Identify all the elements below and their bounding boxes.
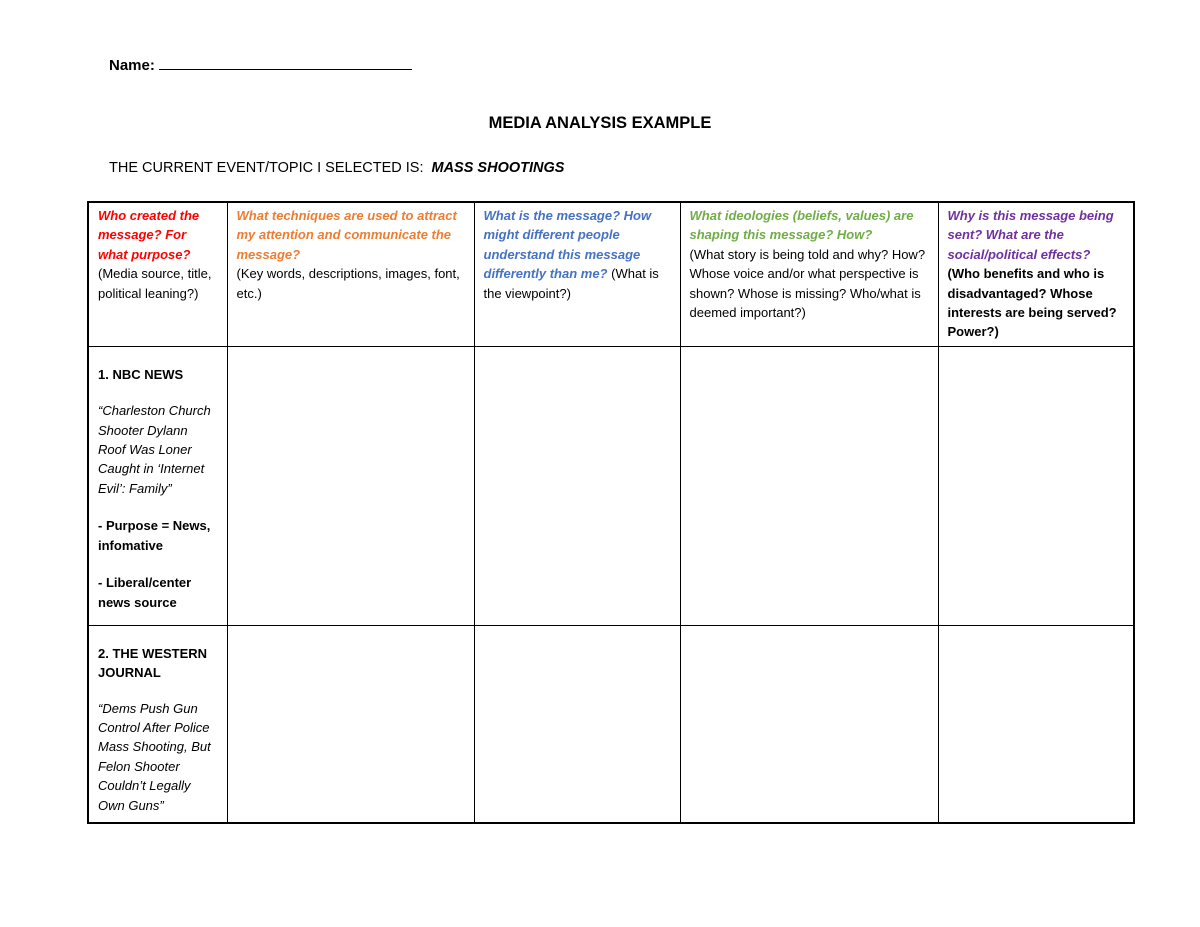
leaning-text: - Liberal/center news source xyxy=(98,575,192,610)
column-note: (Media source, title, political leaning?) xyxy=(98,266,212,301)
answer-cell[interactable] xyxy=(938,625,1134,823)
topic-label: THE CURRENT EVENT/TOPIC I SELECTED IS: xyxy=(109,160,424,176)
column-question: What techniques are used to attract my attention and communicate the message? xyxy=(236,208,457,262)
header-cell-techniques xyxy=(227,202,474,346)
answer-cell[interactable] xyxy=(227,346,474,625)
source-cell xyxy=(88,625,227,823)
answer-cell[interactable] xyxy=(680,625,938,823)
topic-line xyxy=(109,160,564,176)
topic-value: MASS SHOOTINGS xyxy=(431,160,565,176)
header-cell-effects xyxy=(938,202,1134,346)
column-note: (Who benefits and who is disadvantaged? Whose interests are being served? Power?) xyxy=(947,266,1117,340)
name-label: Name: xyxy=(109,57,155,74)
analysis-table xyxy=(87,201,1135,824)
column-question: Why is this message being sent? What are the social/political effects? xyxy=(947,208,1114,262)
headline: “Dems Push Gun Control After Police Mass Shooting, But Felon Shooter Couldn’t Legally Own Guns” xyxy=(98,700,211,813)
source-cell xyxy=(88,346,227,625)
answer-cell[interactable] xyxy=(474,346,680,625)
column-question: What is the message? How might different people understand this message differently than me? xyxy=(483,208,652,282)
document-title: MEDIA ANALYSIS EXAMPLE xyxy=(488,114,712,132)
column-question: What ideologies (beliefs, values) are shaping this message? How? xyxy=(689,208,914,243)
column-note: (What story is being told and why? How? Whose voice and/or what perspective is shown? Whose is missing? Who/what is deemed important?) xyxy=(689,246,926,321)
header-cell-ideologies xyxy=(680,202,938,346)
header-cell-creator xyxy=(88,202,227,346)
answer-cell[interactable] xyxy=(474,625,680,823)
name-field[interactable] xyxy=(109,55,412,74)
purpose-text: - Purpose = News, infomative xyxy=(98,518,211,553)
name-blank-line[interactable] xyxy=(159,55,412,70)
header-cell-message xyxy=(474,202,680,346)
answer-cell[interactable] xyxy=(227,625,474,823)
table-row xyxy=(88,625,1134,823)
column-question: Who created the message? For what purpose? xyxy=(98,208,200,262)
source-name: 1. NBC NEWS xyxy=(98,366,184,382)
answer-cell[interactable] xyxy=(680,346,938,625)
answer-cell[interactable] xyxy=(938,346,1134,625)
source-name: 2. THE WESTERN JOURNAL xyxy=(98,645,208,681)
header-row xyxy=(88,202,1134,346)
table-row xyxy=(88,346,1134,625)
column-note: (What is the viewpoint?) xyxy=(483,266,659,301)
column-note: (Key words, descriptions, images, font, etc.) xyxy=(236,266,460,301)
headline: “Charleston Church Shooter Dylann Roof Was Loner Caught in ‘Internet Evil’: Family” xyxy=(98,403,211,496)
